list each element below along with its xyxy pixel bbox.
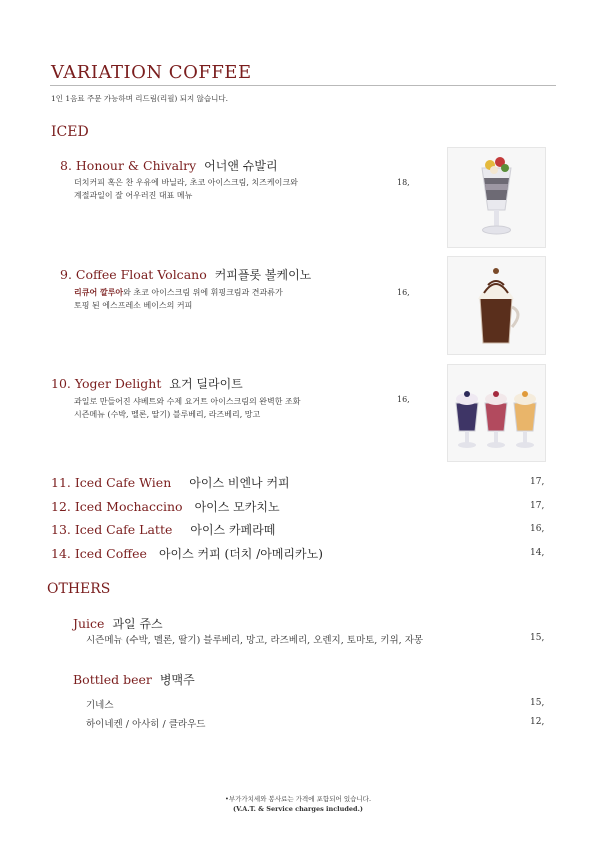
menu-item-10-desc-1: 과일로 만들어진 샤베트와 수제 요거트 아이스크림의 완벽한 조화 xyxy=(74,397,301,406)
menu-item-9-desc-1 xyxy=(74,286,283,299)
juice-price: 15, xyxy=(530,633,545,643)
juice-desc: 시즌메뉴 (수박, 멜론, 딸기) 블루베리, 망고, 라즈베리, 오렌지, 토마토, 키위, 자몽 xyxy=(86,635,424,646)
menu-item-9-desc-rest: 와 초코 아이스크림 위에 휘핑크림과 견과류가 xyxy=(123,288,283,297)
menu-item-11-title-kr: 아이스 비엔나 커피 xyxy=(189,476,290,490)
juice-title-kr: 과일 쥬스 xyxy=(112,617,163,631)
menu-item-10-name xyxy=(51,375,243,392)
beer-item-others-price: 12, xyxy=(530,717,545,727)
title-divider xyxy=(50,85,556,86)
menu-item-12-title-kr: 아이스 모카치노 xyxy=(194,500,280,514)
juice-title: Juice xyxy=(73,616,105,631)
menu-item-14-price: 14, xyxy=(530,548,545,558)
footer-tax-note-en: (V.A.T. & Service charges included.) xyxy=(233,805,363,813)
menu-item-9-title-kr: 커피플롯 볼케이노 xyxy=(214,268,312,282)
menu-item-13-title-kr: 아이스 카페라떼 xyxy=(190,523,276,537)
menu-item-9-price: 16, xyxy=(397,288,410,297)
menu-item-11-title: 11. Iced Cafe Wien xyxy=(51,475,172,490)
menu-item-10-desc-2: 시즌메뉴 (수박, 멜론, 딸기) 블루베리, 라즈베리, 망고 xyxy=(74,410,261,419)
menu-item-10-photo xyxy=(447,364,546,462)
beer-title: Bottled beer xyxy=(73,672,152,687)
beer-name xyxy=(73,671,195,688)
section-heading-iced: ICED xyxy=(51,124,89,140)
menu-item-10-title: 10. Yoger Delight xyxy=(51,376,162,391)
menu-item-11-price: 17, xyxy=(530,477,545,487)
menu-item-13-price: 16, xyxy=(530,524,545,534)
juice-name xyxy=(73,615,163,632)
beer-item-guinness: 기네스 xyxy=(86,700,114,711)
menu-item-13 xyxy=(51,521,275,538)
beer-title-kr: 병맥주 xyxy=(159,673,195,687)
menu-item-10-title-kr: 요거 딜라이트 xyxy=(169,377,243,391)
menu-item-8-title-kr: 어너앤 슈발리 xyxy=(204,159,278,173)
refill-note: 1인 1음료 주문 가능하며 리드림(리필) 되지 않습니다. xyxy=(51,94,228,103)
menu-item-8-title: 8. Honour & Chivalry xyxy=(60,158,197,173)
section-heading-others: OTHERS xyxy=(47,581,111,597)
menu-item-9-name xyxy=(60,266,311,283)
menu-item-8-name xyxy=(60,157,278,174)
menu-item-11 xyxy=(51,474,290,491)
beer-item-others: 하이네켄 / 아사히 / 클라우드 xyxy=(86,719,206,730)
menu-item-9-desc-2: 토핑 된 에스프레소 베이스의 커피 xyxy=(74,301,193,310)
menu-item-14-title: 14. Iced Coffee xyxy=(51,546,147,561)
menu-item-8-price: 18, xyxy=(397,178,410,187)
menu-item-9-desc-highlight: 리큐어 깔루아 xyxy=(74,287,124,297)
menu-item-12 xyxy=(51,498,280,515)
page-title: VARIATION COFFEE xyxy=(51,62,252,83)
beer-item-guinness-price: 15, xyxy=(530,698,545,708)
menu-item-9-title: 9. Coffee Float Volcano xyxy=(60,267,207,282)
menu-item-14 xyxy=(51,545,323,562)
menu-item-14-title-kr: 아이스 커피 (더치 /아메리카노) xyxy=(158,547,323,561)
footer-tax-note: •부가가치세와 봉사료는 가격에 포함되어 있습니다. xyxy=(224,795,372,803)
menu-item-8-desc-1: 더치커피 혹은 찬 우유에 바닐라, 초코 아이스크림, 치즈케이크와 xyxy=(74,178,298,187)
menu-item-8-desc-2: 계절과일이 잘 어우러진 대표 메뉴 xyxy=(74,191,193,200)
menu-item-12-title: 12. Iced Mochaccino xyxy=(51,499,183,514)
menu-item-8-photo xyxy=(447,147,546,248)
menu-item-12-price: 17, xyxy=(530,501,545,511)
menu-item-10-price: 16, xyxy=(397,395,410,404)
menu-item-9-photo xyxy=(447,256,546,355)
menu-item-13-title: 13. Iced Cafe Latte xyxy=(51,522,173,537)
